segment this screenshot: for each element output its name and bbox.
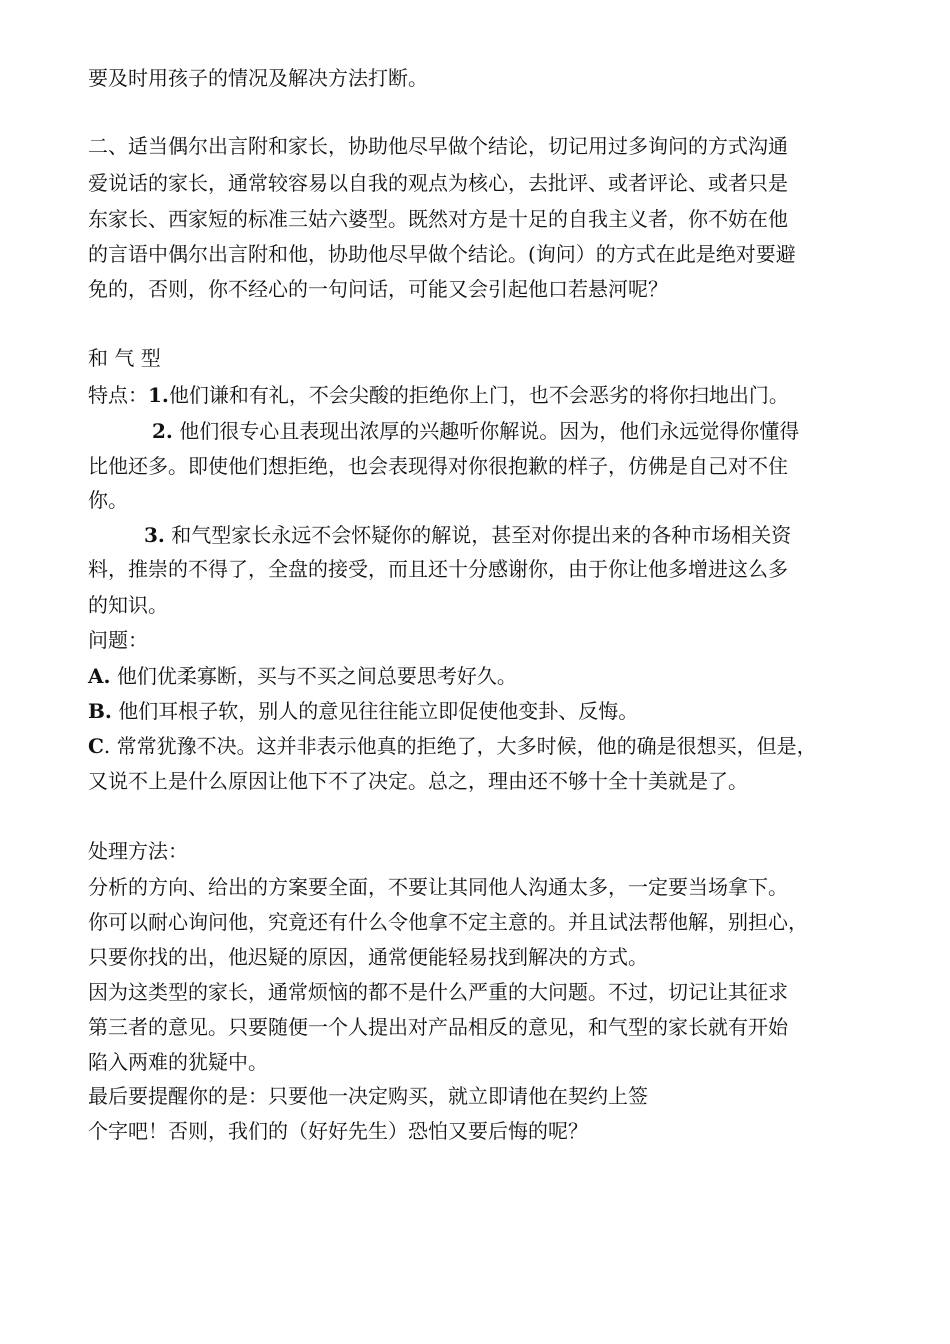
features-line-1 (88, 381, 789, 409)
text-line: 比他还多。即使他们想拒绝，也会表现得对你很抱歉的样子，仿佛是自己对不住 (88, 454, 788, 478)
features-label: 特点： (88, 383, 148, 407)
features-line-2 (152, 417, 799, 445)
text-line: 第三者的意见。只要随便一个人提出对产品相反的意见，和气型的家长就有开始 (88, 1015, 788, 1039)
text-line: 个字吧！否则，我们的（好好先生）恐怕又要后悔的呢？ (88, 1119, 588, 1143)
item-text: 他们耳根子软，别人的意见往往能立即促使他变卦、反悔。 (111, 699, 639, 723)
problems-heading: 问题： (88, 628, 148, 652)
text-line: 要及时用孩子的情况及解决方法打断。 (88, 66, 428, 90)
text-line: 又说不上是什么原因让他下不了决定。总之，理由还不够十全十美就是了。 (88, 769, 748, 793)
item-letter: A. (88, 664, 111, 688)
item-letter: B. (88, 699, 112, 723)
text-line: 你可以耐心询问他，究竟还有什么令他拿不定主意的。并且试法帮他解，别担心， (88, 910, 808, 934)
text-line: 陷入两难的犹疑中。 (88, 1050, 268, 1074)
text-line: 料，推崇的不得了，全盘的接受，而且还十分感谢你，由于你让他多增进这么多 (88, 557, 788, 581)
item-text: 和气型家长永远不会怀疑你的解说，甚至对你提出来的各种市场相关资 (164, 523, 792, 547)
text-line: 分析的方向、给出的方案要全面，不要让其同他人沟通太多，一定要当场拿下。 (88, 875, 788, 899)
text-line: 的言语中偶尔出言附和他，协助他尽早做个结论。(询问）的方式在此是绝对要避 (88, 242, 796, 266)
text-line: 只要你找的出，他迟疑的原因，通常便能轻易找到解决的方式。 (88, 945, 648, 969)
item-letter: C (88, 734, 104, 758)
text-line: 最后要提醒你的是：只要他一决定购买，就立即请他在契约上签 (88, 1084, 648, 1108)
text-line: 你。 (88, 488, 128, 512)
item-text: 他们优柔寡断，买与不买之间总要思考好久。 (110, 664, 517, 688)
item-number: 1. (148, 383, 169, 407)
text-line: 免的，否则，你不经心的一句问话，可能又会引起他口若悬河呢？ (88, 277, 668, 301)
section-heading: 二、适当偶尔出言附和家长，协助他尽早做个结论，切记用过多询问的方式沟通 (88, 134, 788, 158)
problem-b (88, 697, 638, 725)
problem-c (88, 732, 817, 760)
problem-a (88, 662, 517, 690)
solutions-heading: 处理方法： (88, 839, 188, 863)
item-number: 2. (152, 419, 173, 443)
text-line: 爱说话的家长，通常较容易以自我的观点为核心，去批评、或者评论、或者只是 (88, 171, 788, 195)
text-line: 因为这类型的家长，通常烦恼的都不是什么严重的大问题。不过，切记让其征求 (88, 980, 788, 1004)
item-text: 他们谦和有礼，不会尖酸的拒绝你上门，也不会恶劣的将你扫地出门。 (168, 383, 789, 407)
item-text: . 常常犹豫不决。这并非表示他真的拒绝了，大多时候，他的确是很想买，但是， (103, 734, 817, 758)
type-heading: 和 气 型 (88, 346, 161, 370)
text-line: 东家长、西家短的标准三姑六婆型。既然对方是十足的自我主义者，你不妨在他 (88, 207, 788, 231)
features-line-3 (144, 521, 791, 549)
item-text: 他们很专心且表现出浓厚的兴趣听你解说。因为，他们永远觉得你懂得 (172, 419, 800, 443)
item-number: 3. (144, 523, 165, 547)
text-line: 的知识。 (88, 593, 168, 617)
